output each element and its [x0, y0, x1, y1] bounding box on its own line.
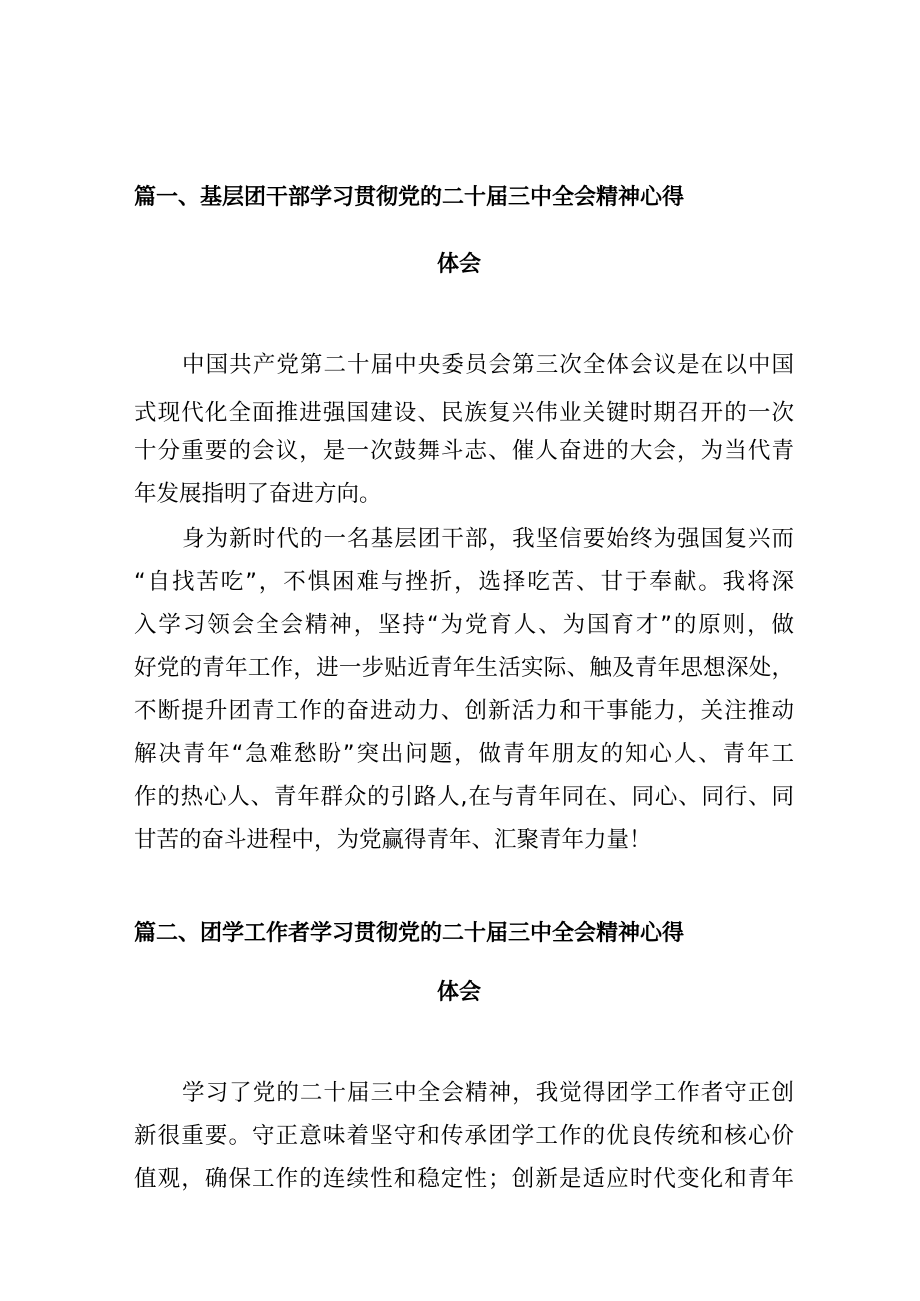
section2-title-line1: 篇二、团学工作者学习贯彻党的二十届三中全会精神心得	[134, 921, 685, 946]
section1-p2-line6: 解决青年“急难愁盼”突出问题，做青年朋友的知心人、青年工	[134, 741, 794, 767]
section2-p1-line2: 新很重要。守正意味着坚守和传承团学工作的优良传统和核心价	[134, 1123, 794, 1149]
section1-p2-line2: “自找苦吃”，不惧困难与挫折，选择吃苦、甘于奉献。我将深	[134, 569, 794, 595]
section1-p2-line8: 甘苦的奋斗进程中，为党赢得青年、汇聚青年力量！	[134, 827, 652, 853]
section1-p1-line4: 年发展指明了奋进方向。	[134, 481, 382, 507]
section1-p2-line7: 作的热心人、青年群众的引路人,在与青年同在、同心、同行、同	[134, 784, 794, 810]
section1-title-line1: 篇一、基层团干部学习贯彻党的二十届三中全会精神心得	[134, 185, 685, 210]
section1-p2-line3: 入学习领会全会精神，坚持“为党育人、为国育才”的原则，做	[134, 612, 794, 638]
section2-title-line2: 体会	[437, 980, 482, 1005]
section1-p1-line3: 十分重要的会议，是一次鼓舞斗志、催人奋进的大会，为当代青	[134, 438, 794, 464]
section2-p1-line1: 学习了党的二十届三中全会精神，我觉得团学工作者守正创	[182, 1080, 794, 1106]
section1-p2-line5: 不断提升团青工作的奋进动力、创新活力和干事能力，关注推动	[134, 698, 794, 724]
section2-p1-line3: 值观，确保工作的连续性和稳定性；创新是适应时代变化和青年	[134, 1166, 794, 1192]
section1-title-line2: 体会	[437, 252, 482, 277]
section1-p1-line2: 式现代化全面推进强国建设、民族复兴伟业关键时期召开的一次	[134, 400, 794, 426]
section1-p1-line1: 中国共产党第二十届中央委员会第三次全体会议是在以中国	[182, 352, 794, 378]
section1-p2-line4: 好党的青年工作，进一步贴近青年生活实际、触及青年思想深处，	[134, 655, 794, 681]
section1-p2-line1: 身为新时代的一名基层团干部，我坚信要始终为强国复兴而	[182, 526, 794, 552]
